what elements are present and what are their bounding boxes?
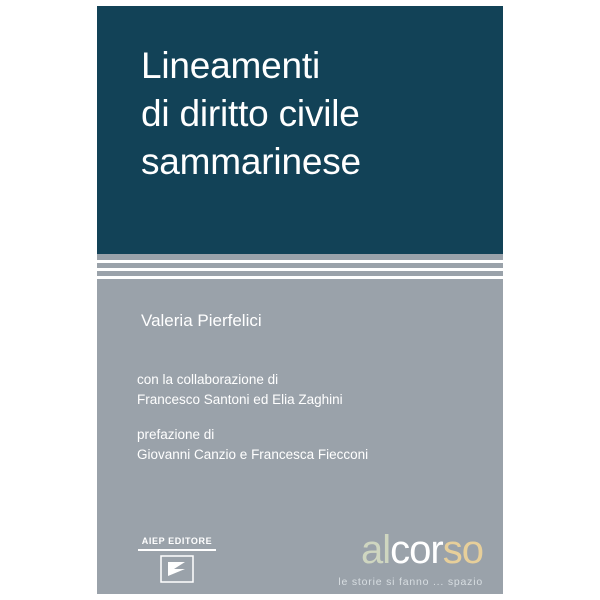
imprint-tagline: le storie si fanno ... spazio [338,576,483,588]
imprint-wordmark [338,530,483,570]
divider-rule-3 [97,276,503,279]
book-cover [97,6,503,594]
book-title-line-3: sammarinese [141,141,361,183]
imprint-logo [338,530,483,588]
book-author: Valeria Pierfelici [141,311,262,330]
book-credits [137,370,368,464]
aiep-mark-icon [138,555,216,583]
imprint-word-part-2: cor [390,528,443,572]
imprint-word-part-1: al [361,528,391,572]
collaboration-credit-names: Francesco Santoni ed Elia Zaghini [137,391,343,407]
preface-credit-label: prefazione di [137,427,215,443]
book-title-line-1: Lineamenti [141,45,321,86]
title-divider-rules [97,260,503,282]
book-title-line-2: di diritto civile [141,93,360,135]
divider-rule-1 [97,260,503,263]
publisher-name: AIEP EDITORE [141,536,213,546]
cover-header-block [97,6,503,254]
book-title [141,42,481,186]
divider-rule-2 [97,268,503,271]
imprint-word-part-3: so [442,528,483,572]
preface-credit-names: Giovanni Canzio e Francesca Fiecconi [137,446,369,462]
preface-credit [137,425,368,464]
collaboration-credit [137,370,368,409]
collaboration-credit-label: con la collaborazione di [137,372,279,387]
publisher-logo [138,536,216,583]
publisher-divider [138,549,216,551]
